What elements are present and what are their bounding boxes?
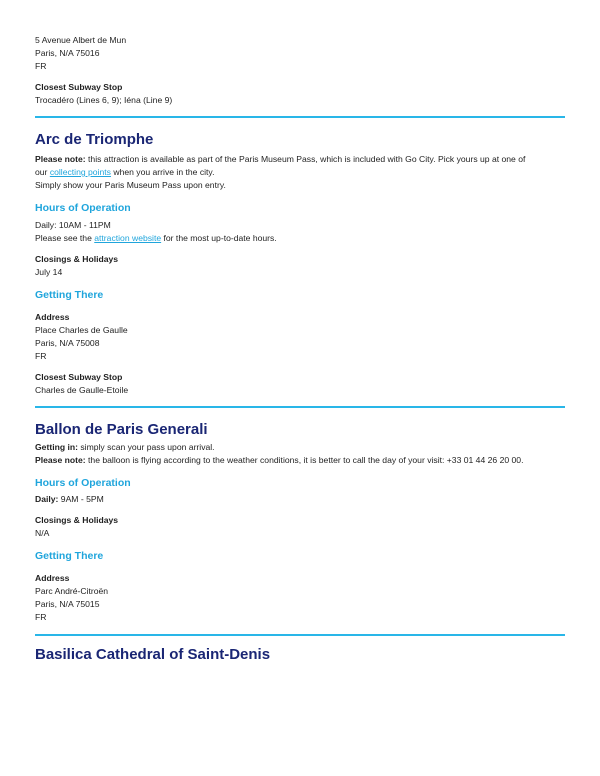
- note-line: [35, 166, 565, 179]
- hours-daily-label: Daily:: [35, 494, 59, 504]
- subway-value: Charles de Gaulle-Etoile: [35, 385, 129, 395]
- hours-see-line: [35, 232, 565, 245]
- note-text: the balloon is flying according to the weather conditions, it is better to call the day of your visit: +33 01 44 26 20 00.: [85, 455, 524, 465]
- closings-label: Closings & Holidays: [35, 254, 119, 264]
- basilica-section: [35, 645, 565, 664]
- prev-attraction-section: [35, 34, 565, 107]
- hours-daily-value: 9AM - 5PM: [58, 494, 104, 504]
- closings-value: N/A: [35, 528, 50, 538]
- address-line: 5 Avenue Albert de Mun: [35, 35, 127, 45]
- getting-in-text: simply scan your pass upon arrival.: [77, 442, 215, 452]
- closings-value: July 14: [35, 267, 63, 277]
- note-label: Please note:: [35, 455, 86, 465]
- section-title: Ballon de Paris Generali: [35, 421, 208, 438]
- arc-section: [35, 130, 565, 397]
- hours-heading: Hours of Operation: [35, 202, 131, 214]
- note-line: [35, 153, 565, 166]
- subway-value: Trocadéro (Lines 6, 9); Iéna (Line 9): [35, 95, 173, 105]
- attraction-website-link[interactable]: attraction website: [94, 233, 162, 243]
- address-line: Paris, N/A 75015: [35, 599, 100, 609]
- subway-label: Closest Subway Stop: [35, 372, 123, 382]
- hours-heading: Hours of Operation: [35, 477, 131, 489]
- note-text: when you arrive in the city.: [110, 167, 215, 177]
- hours-daily: [35, 493, 565, 506]
- section-title: Arc de Triomphe: [35, 131, 154, 148]
- address-label: Address: [35, 573, 70, 583]
- address-line: FR: [35, 351, 47, 361]
- getting-in-line: [35, 441, 565, 454]
- note-line: Simply show your Paris Museum Pass upon entry.: [35, 180, 226, 190]
- hours-text: Please see the: [35, 233, 95, 243]
- section-divider: [35, 116, 565, 118]
- address-label: Address: [35, 312, 70, 322]
- note-line: [35, 454, 565, 467]
- ballon-section: [35, 420, 565, 624]
- section-title: Basilica Cathedral of Saint-Denis: [35, 646, 271, 663]
- page-content: [35, 34, 565, 664]
- closings-label: Closings & Holidays: [35, 515, 119, 525]
- note-text: this attraction is available as part of the Paris Museum Pass, which is included with Go City. Pick yours up at one of: [85, 154, 526, 164]
- section-divider: [35, 634, 565, 636]
- note-text: our: [35, 167, 50, 177]
- address-line: Place Charles de Gaulle: [35, 325, 128, 335]
- section-divider: [35, 406, 565, 408]
- getting-there-heading: Getting There: [35, 550, 104, 562]
- address-line: FR: [35, 61, 47, 71]
- hours-text: for the most up-to-date hours.: [161, 233, 277, 243]
- address-line: Parc André-Citroën: [35, 586, 109, 596]
- subway-label: Closest Subway Stop: [35, 82, 123, 92]
- address-line: FR: [35, 612, 47, 622]
- hours-daily: Daily: 10AM - 11PM: [35, 220, 111, 230]
- note-label: Please note:: [35, 154, 86, 164]
- getting-there-heading: Getting There: [35, 289, 104, 301]
- address-line: Paris, N/A 75008: [35, 338, 100, 348]
- getting-in-label: Getting in:: [35, 442, 78, 452]
- address-line: Paris, N/A 75016: [35, 48, 100, 58]
- collecting-points-link[interactable]: collecting points: [49, 167, 111, 177]
